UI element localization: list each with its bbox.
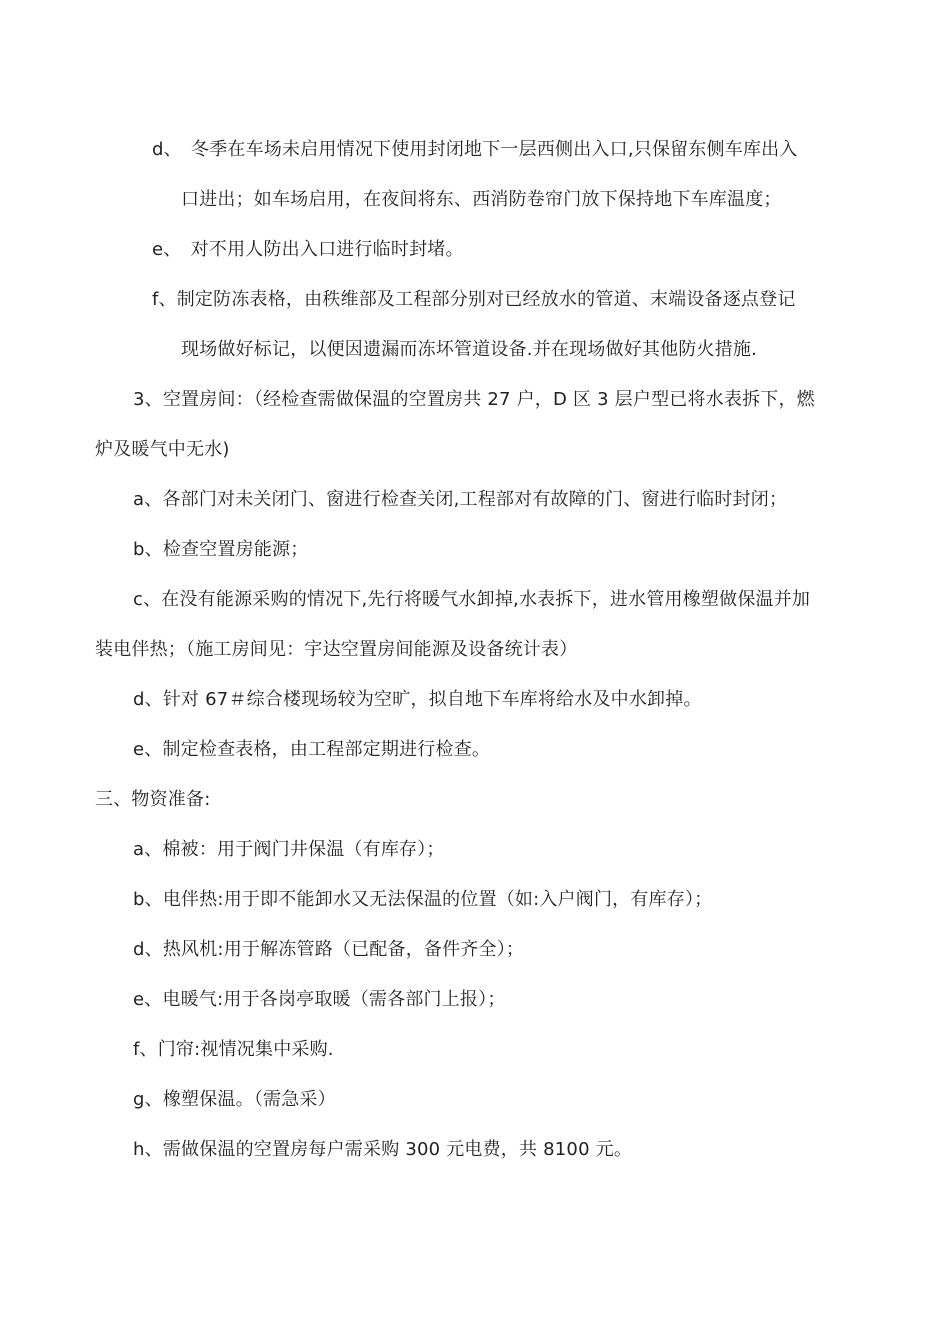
text-line-a-doors-windows: a、各部门对未关闭门、窗进行检查关闭,工程部对有故障的门、窗进行临时封闭； (133, 489, 788, 510)
text-line-h-electricity-cost: h、需做保温的空置房每户需采购 300 元电费，共 8100 元。 (133, 1139, 633, 1160)
text-line-e-electric-heater: e、电暖气:用于各岗亭取暖（需各部门上报）； (133, 989, 506, 1010)
text-line-d-building-67: d、针对 67＃综合楼现场较为空旷，拟自地下车库将给水及中水卸掉。 (133, 689, 702, 710)
text-line-c-continued: 装电伴热；（施工房间见：宇达空置房间能源及设备统计表） (95, 639, 578, 660)
text-line-f-continued: 现场做好标记，以便因遗漏而冻坏管道设备.并在现场做好其他防火措施. (181, 339, 758, 360)
text-line-b-heat-tracing: b、电伴热:用于即不能卸水又无法保温的位置（如:入户阀门，有库存）； (133, 889, 713, 910)
text-line-f-door-curtain: f、门帘:视情况集中采购. (133, 1039, 334, 1060)
text-line-3-continued: 炉及暖气中无水) (95, 439, 230, 460)
text-line-d-winter-parking: d、 冬季在车场未启用情况下使用封闭地下一层西侧出入口,只保留东侧车库出入 (152, 139, 798, 160)
text-line-b-check-energy: b、检查空置房能源； (133, 539, 309, 560)
text-line-a-quilts: a、棉被：用于阀门井保温（有库存）； (133, 839, 445, 860)
text-line-g-rubber-insulation: g、橡塑保温。（需急采） (133, 1089, 336, 1110)
text-line-d-hot-air-blower: d、热风机:用于解冻管路（已配备，备件齐全）； (133, 939, 525, 960)
section-heading-materials: 三、物资准备: (95, 789, 211, 810)
text-line-c-drain-heating: c、在没有能源采购的情况下,先行将暖气水卸掉,水表拆下，进水管用橡塑做保温并加 (133, 589, 811, 610)
text-line-d-continued: 口进出；如车场启用，在夜间将东、西消防卷帘门放下保持地下车库温度； (181, 189, 782, 210)
text-line-3-vacant-rooms: 3、空置房间：（经检查需做保温的空置房共 27 户，D 区 3 层户型已将水表拆下，燃 (133, 389, 815, 410)
text-line-e-inspection-form: e、制定检查表格，由工程部定期进行检查。 (133, 739, 491, 760)
text-line-e-civil-defense: e、 对不用人防出入口进行临时封堵。 (152, 239, 464, 260)
text-line-f-antifreeze-form: f、制定防冻表格，由秩维部及工程部分别对已经放水的管道、末端设备逐点登记 (152, 289, 796, 310)
